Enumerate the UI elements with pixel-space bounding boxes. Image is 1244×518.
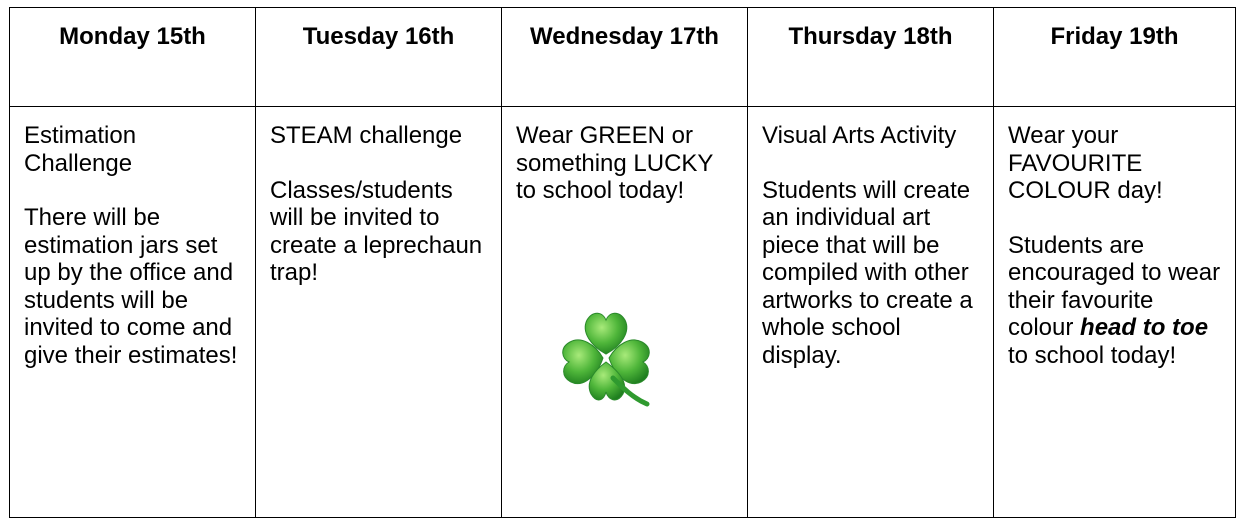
day-heading-wednesday: Wednesday 17th (502, 8, 748, 107)
friday-cell (994, 107, 1236, 518)
tuesday-title: STEAM challenge (270, 122, 463, 149)
day-heading-tuesday: Tuesday 16th (256, 8, 502, 107)
friday-body-before: Students are encouraged to wear their favourite colour (1008, 231, 1221, 341)
wednesday-cell (502, 107, 748, 518)
tuesday-body: Classes/students will be invited to create a leprechaun trap! (270, 176, 483, 286)
tuesday-cell (256, 107, 502, 518)
monday-cell (10, 107, 256, 518)
friday-title: Wear your FAVOURITE COLOUR day! (1008, 122, 1163, 204)
monday-title: Estimation Challenge (24, 122, 137, 177)
shamrock-icon (551, 302, 661, 412)
friday-body (1008, 232, 1221, 370)
thursday-body: Students will create an individual art piece that will be compiled with other artworks to create a whole school display. (762, 176, 973, 369)
thursday-cell (748, 107, 994, 518)
thursday-title: Visual Arts Activity (762, 122, 957, 149)
day-heading-monday: Monday 15th (10, 8, 256, 107)
activity-row (10, 107, 1236, 518)
header-row (10, 8, 1236, 107)
day-heading-thursday: Thursday 18th (748, 8, 994, 107)
friday-body-after: to school today! (1008, 341, 1177, 369)
monday-body: There will be estimation jars set up by the office and students will be invited to come and give their estimates! (24, 204, 238, 369)
wednesday-title: Wear GREEN or something LUCKY to school today! (516, 122, 713, 204)
week-schedule-table (9, 7, 1236, 518)
day-heading-friday: Friday 19th (994, 8, 1236, 107)
friday-body-emphasis: head to toe (1080, 314, 1209, 341)
